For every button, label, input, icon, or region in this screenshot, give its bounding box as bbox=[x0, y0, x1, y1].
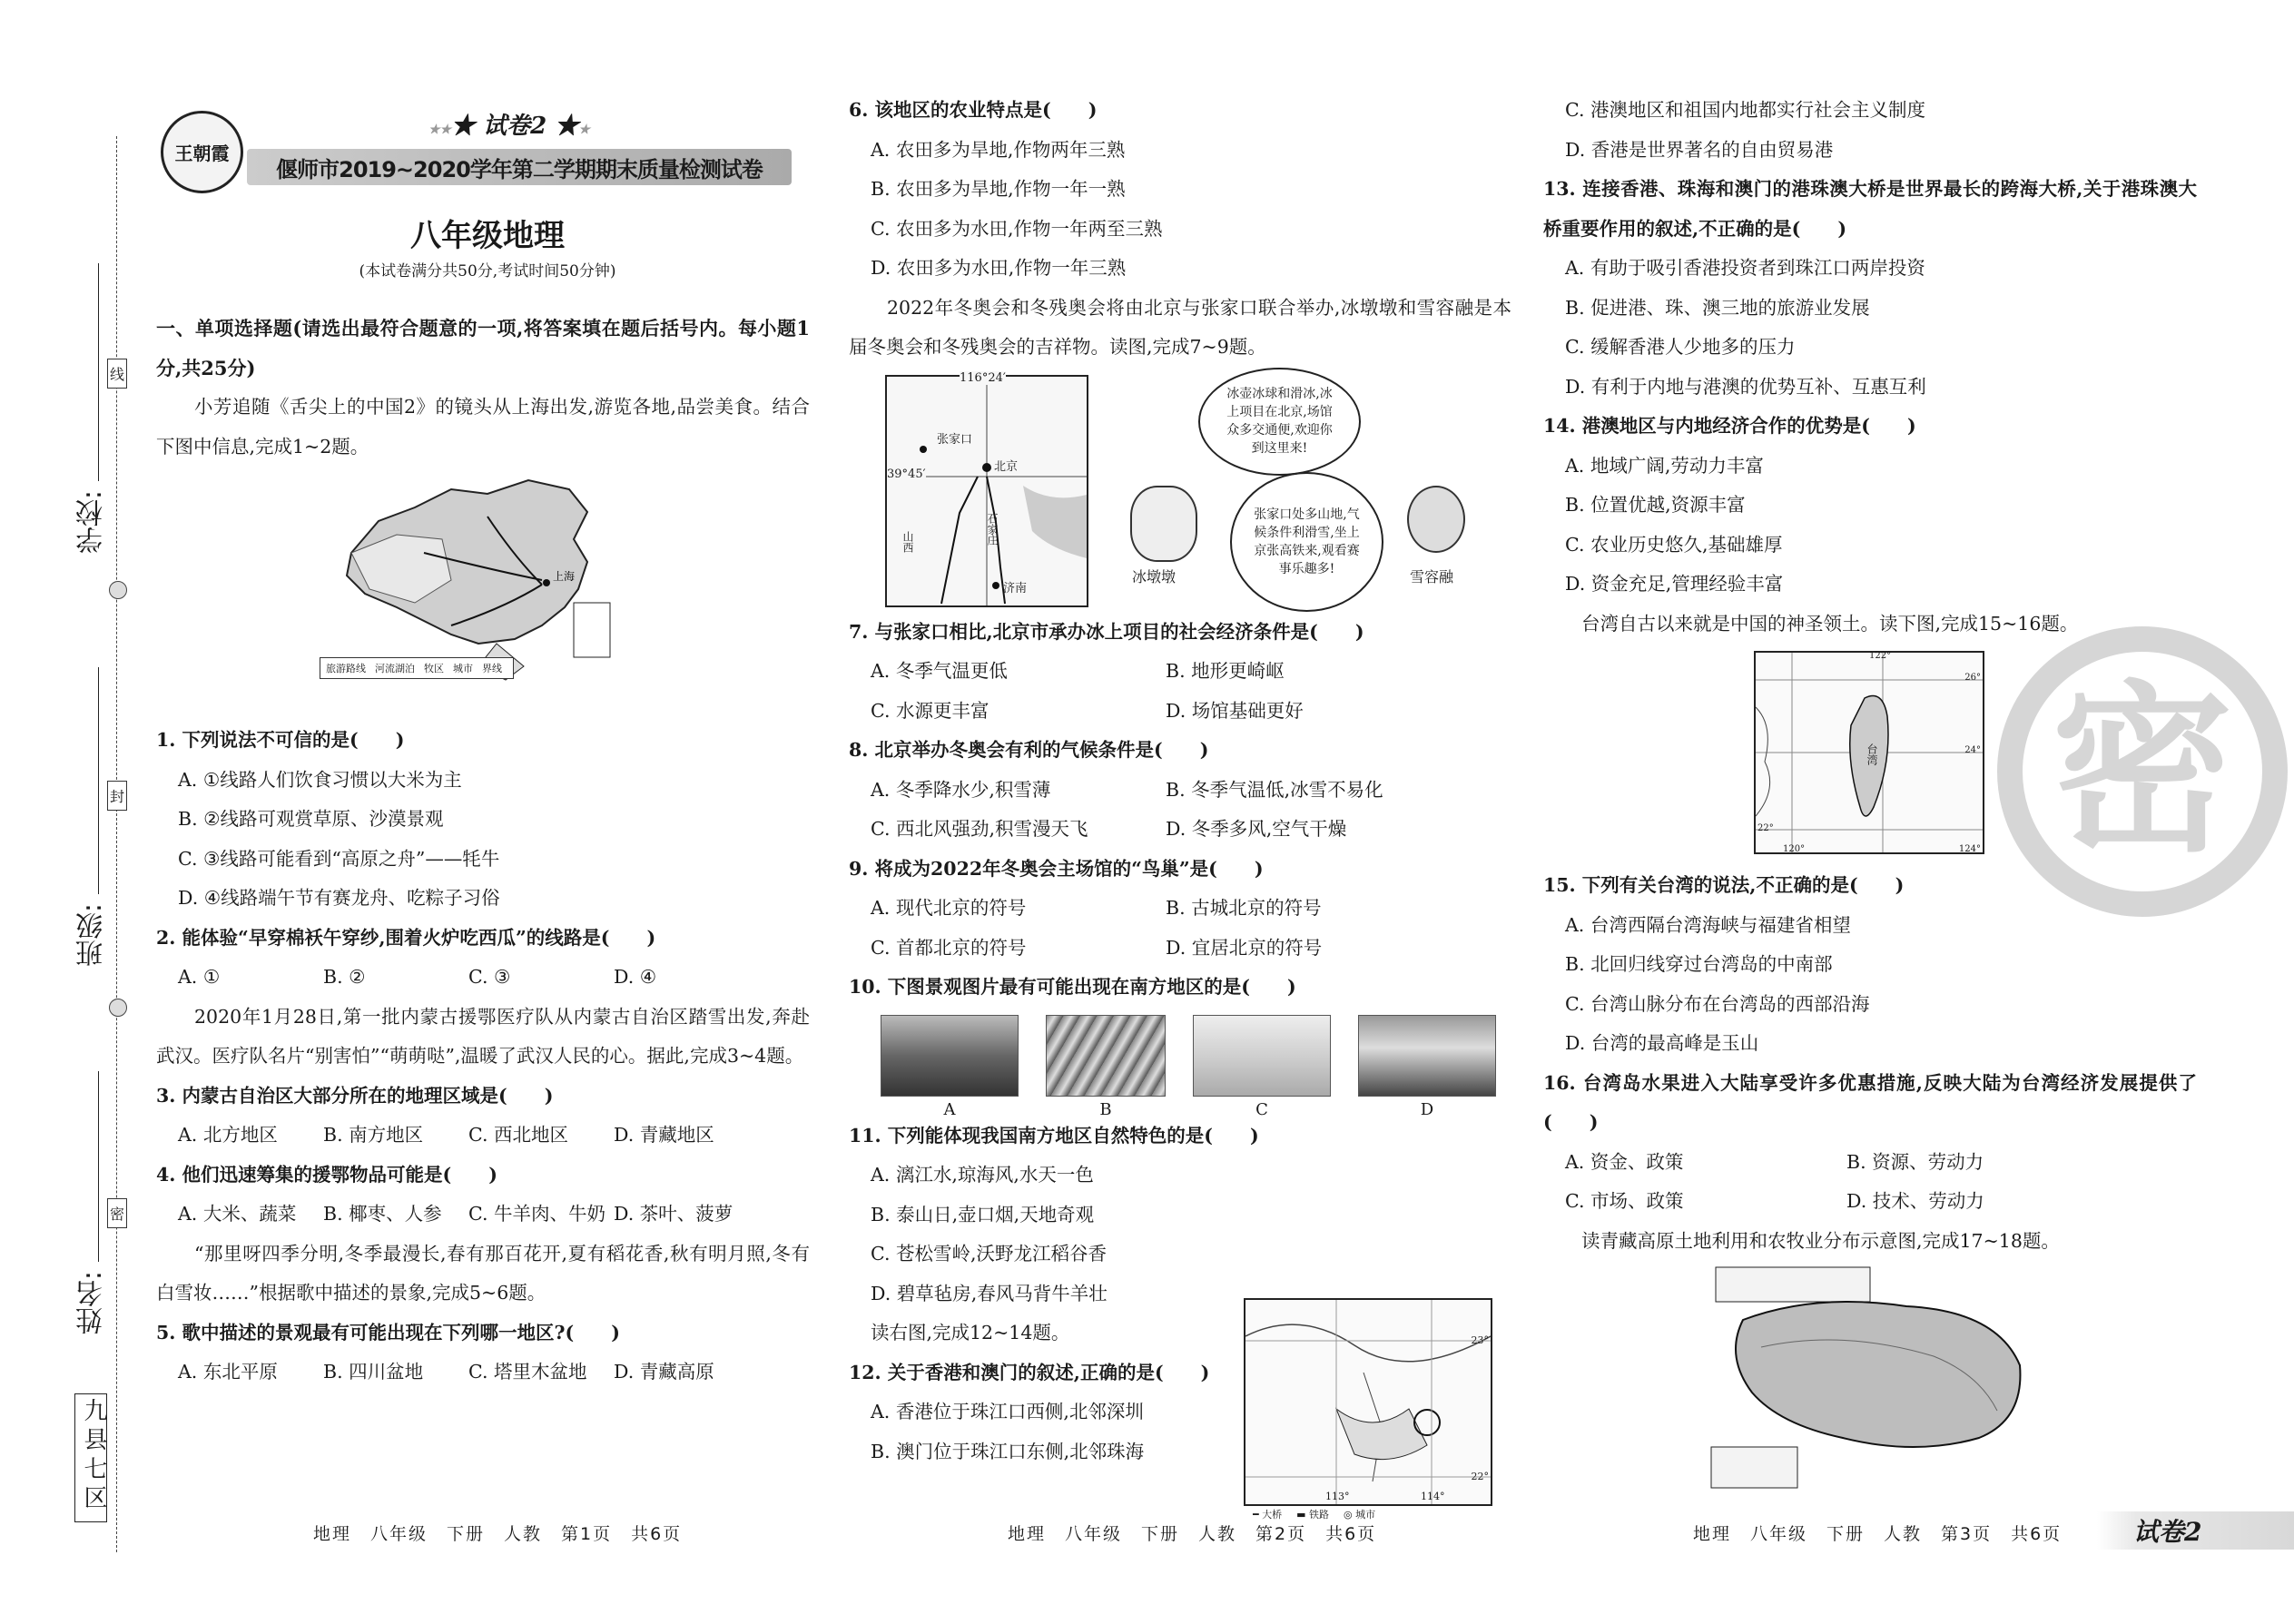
footer-page-3: 地理 八年级 下册 人教 第3页 共6页 bbox=[1693, 1524, 2063, 1544]
q12-option[interactable]: C. 港澳地区和祖国内地都实行社会主义制度 bbox=[1565, 99, 1925, 121]
tibet-map-svg bbox=[1707, 1265, 2033, 1492]
mark-line: 线 bbox=[107, 359, 127, 389]
q4-option[interactable]: B. 椰枣、人参 bbox=[323, 1203, 442, 1225]
class-field[interactable] bbox=[98, 667, 99, 894]
school-label: 学校: bbox=[76, 490, 108, 555]
map2-lat: 23° bbox=[1471, 1334, 1489, 1346]
map-place: 石家庄 bbox=[986, 512, 999, 546]
q6-option[interactable]: B. 农田多为旱地,作物一年一熟 bbox=[871, 178, 1126, 200]
question-7: 7. 与张家口相比,北京市承办冰上项目的社会经济条件是( ) bbox=[849, 620, 1364, 643]
tw-place: 台湾 bbox=[1866, 743, 1878, 765]
q8-option[interactable]: C. 西北风强劲,积雪漫天飞 bbox=[871, 818, 1088, 840]
q14-option[interactable]: A. 地域广阔,劳动力丰富 bbox=[1565, 454, 1764, 477]
speech-bubble-2: 张家口处多山地,气候条件利滑雪,坐上京张高铁来,观看赛事乐趣多! bbox=[1230, 472, 1383, 612]
q4-option[interactable]: D. 茶叶、菠萝 bbox=[614, 1203, 733, 1225]
q16-option[interactable]: D. 技术、劳动力 bbox=[1846, 1190, 1984, 1212]
q1-option[interactable]: C. ③线路可能看到“高原之舟”——牦牛 bbox=[178, 847, 500, 870]
subject-title: 八年级地理 bbox=[410, 218, 565, 254]
q9-option[interactable]: C. 首都北京的符号 bbox=[871, 936, 1027, 959]
q7-option[interactable]: C. 水源更丰富 bbox=[871, 699, 989, 722]
tw-coord: 122° bbox=[1869, 651, 1892, 661]
section-heading: 一、单项选择题(请选出最符合题意的一项,将答案填在题后括号内。每小题1分,共25分) bbox=[156, 317, 810, 379]
intro-12-14: 读右图,完成12~14题。 bbox=[871, 1322, 1070, 1343]
map-lon-label: 116°24′ bbox=[960, 370, 1006, 385]
south-sea-inset bbox=[574, 603, 610, 657]
q5-option[interactable]: A. 东北平原 bbox=[178, 1361, 278, 1383]
landscape-photo-b[interactable] bbox=[1046, 1015, 1166, 1097]
q12-option[interactable]: B. 澳门位于珠江口东侧,北邻珠海 bbox=[871, 1440, 1145, 1462]
tw-coord: 24° bbox=[1964, 745, 1981, 755]
q1-option[interactable]: B. ②线路可观赏草原、沙漠景观 bbox=[178, 808, 444, 830]
q12-option[interactable]: A. 香港位于珠江口西侧,北邻深圳 bbox=[871, 1401, 1144, 1422]
question-14: 14. 港澳地区与内地经济合作的优势是( ) bbox=[1543, 415, 1916, 437]
q9-option[interactable]: B. 古城北京的符号 bbox=[1166, 897, 1322, 919]
q6-option[interactable]: C. 农田多为水田,作物一年两至三熟 bbox=[871, 217, 1163, 240]
q11-option[interactable]: A. 漓江水,琼海风,水天一色 bbox=[871, 1164, 1094, 1186]
photo-label: D bbox=[1420, 1099, 1434, 1119]
landscape-photo-c[interactable] bbox=[1193, 1015, 1331, 1097]
series-label: ★★★ 试卷2 ★★ bbox=[428, 113, 590, 140]
star-icon: ★★ bbox=[428, 123, 452, 137]
question-16: 16. 台湾岛水果进入大陆享受许多优惠措施,反映大陆为台湾经济发展提供了( ) bbox=[1543, 1071, 2197, 1133]
question-6: 6. 该地区的农业特点是( ) bbox=[849, 99, 1098, 121]
q8-options bbox=[849, 771, 1511, 811]
q15-option[interactable]: B. 北回归线穿过台湾岛的中南部 bbox=[1565, 953, 1833, 975]
district-label: 九县七区 bbox=[80, 1398, 107, 1514]
q11-option[interactable]: B. 泰山日,壶口烟,天地奇观 bbox=[871, 1203, 1095, 1225]
star-icon: ★ bbox=[578, 123, 590, 137]
seal-text: 密 bbox=[2051, 665, 2233, 877]
footer-page-2: 地理 八年级 下册 人教 第2页 共6页 bbox=[1008, 1524, 1377, 1544]
pearl-river-svg bbox=[1245, 1300, 1491, 1504]
map2-legend bbox=[1253, 1507, 1375, 1521]
photo-label: A bbox=[943, 1099, 956, 1119]
q7-options bbox=[849, 652, 1511, 692]
map-lat-label: 39°45′ bbox=[887, 467, 926, 481]
intro-7-9: 2022年冬奥会和冬残奥会将由北京与张家口联合举办,冰墩墩和雪容融是本届冬奥会和冬残奥会的吉祥物。读图,完成7~9题。 bbox=[849, 296, 1511, 358]
page-badge bbox=[2097, 1511, 2294, 1550]
question-5: 5. 歌中描述的景观最有可能出现在下列哪一地区?( ) bbox=[156, 1321, 620, 1343]
name-label: 姓名: bbox=[76, 1271, 108, 1335]
q11-option[interactable]: D. 碧草毡房,春风马背牛羊壮 bbox=[871, 1282, 1108, 1304]
q1-option[interactable]: A. ①线路人们饮食习惯以大米为主 bbox=[178, 768, 462, 791]
tw-coord: 22° bbox=[1757, 823, 1774, 833]
map2-lon: 113° bbox=[1325, 1491, 1350, 1502]
beijing-map-svg bbox=[887, 377, 1087, 605]
q16-option[interactable]: C. 市场、政策 bbox=[1565, 1190, 1684, 1212]
q9-options bbox=[849, 889, 1511, 929]
tw-coord: 124° bbox=[1958, 844, 1981, 854]
q8-option[interactable]: B. 冬季气温低,冰雪不易化 bbox=[1166, 778, 1383, 801]
landscape-photo-d[interactable] bbox=[1358, 1015, 1496, 1097]
exam-title-bar bbox=[247, 149, 792, 185]
binding-margin bbox=[0, 0, 150, 1624]
legend-item: 牧区 bbox=[424, 663, 444, 674]
brand-logo bbox=[161, 111, 243, 193]
legend-item: 旅游路线 bbox=[326, 663, 366, 674]
q3-option[interactable]: B. 南方地区 bbox=[323, 1124, 424, 1146]
exam-title: 偃师市2019~2020学年第二学期期末质量检测试卷 bbox=[276, 156, 763, 182]
q3-option[interactable]: C. 西北地区 bbox=[468, 1124, 568, 1146]
q8-option[interactable]: A. 冬季降水少,积雪薄 bbox=[871, 778, 1051, 801]
map2-lon: 114° bbox=[1421, 1491, 1445, 1502]
q2-option[interactable]: A. ① bbox=[178, 966, 221, 988]
map-place: 北京 bbox=[994, 459, 1019, 474]
q13-option[interactable]: B. 促进港、珠、澳三地的旅游业发展 bbox=[1565, 296, 1870, 319]
q5-option[interactable]: C. 塔里木盆地 bbox=[468, 1361, 587, 1383]
question-2: 2. 能体验“早穿棉袄午穿纱,围着火炉吃西瓜”的线路是( ) bbox=[156, 926, 656, 949]
q1-option[interactable]: D. ④线路端午节有赛龙舟、吃粽子习俗 bbox=[178, 887, 500, 909]
mascot-bingdwendwen bbox=[1130, 486, 1197, 562]
q15-option[interactable]: C. 台湾山脉分布在台湾岛的西部沿海 bbox=[1565, 992, 1870, 1015]
question-4: 4. 他们迅速筹集的援鄂物品可能是( ) bbox=[156, 1163, 497, 1186]
binding-line bbox=[116, 136, 117, 1552]
header bbox=[156, 102, 819, 301]
question-13: 13. 连接香港、珠海和澳门的港珠澳大桥是世界最长的跨海大桥,关于港珠澳大桥重要作用的叙述,不正确的是( ) bbox=[1543, 178, 2197, 240]
photo-label: B bbox=[1099, 1099, 1112, 1119]
map-place: 济南 bbox=[1003, 581, 1028, 595]
question-11: 11. 下列能体现我国南方地区自然特色的是( ) bbox=[849, 1124, 1259, 1147]
question-15: 15. 下列有关台湾的说法,不正确的是( ) bbox=[1543, 874, 1905, 896]
q5-option[interactable]: D. 青藏高原 bbox=[614, 1361, 714, 1383]
mark-seal: 封 bbox=[107, 781, 127, 811]
q7-option[interactable]: D. 场馆基础更好 bbox=[1166, 699, 1304, 722]
q9-option[interactable]: A. 现代北京的符号 bbox=[871, 897, 1027, 919]
q16-option[interactable]: B. 资源、劳动力 bbox=[1846, 1150, 1984, 1173]
q2-option[interactable]: D. ④ bbox=[614, 966, 657, 988]
binding-hole bbox=[109, 999, 127, 1017]
brand-name: 王朝霞 bbox=[174, 143, 230, 164]
q4-option[interactable]: C. 牛羊肉、牛奶 bbox=[468, 1203, 605, 1225]
q9-option[interactable]: D. 宜居北京的符号 bbox=[1166, 936, 1323, 959]
q8-option[interactable]: D. 冬季多风,空气干燥 bbox=[1166, 818, 1347, 840]
landscape-photo-a[interactable] bbox=[881, 1015, 1019, 1097]
question-10: 10. 下图景观图片最有可能出现在南方地区的是( ) bbox=[849, 976, 1296, 998]
district-box bbox=[74, 1393, 107, 1522]
seal-watermark bbox=[1997, 626, 2288, 917]
olympics-figure bbox=[849, 368, 1511, 613]
mark-secret: 密 bbox=[107, 1198, 127, 1228]
q9-options bbox=[849, 929, 1511, 969]
map-place: 山西 bbox=[901, 530, 914, 553]
q15-option[interactable]: A. 台湾西隔台湾海峡与福建省相望 bbox=[1565, 913, 1851, 936]
badge-text: 试卷2 bbox=[2133, 1517, 2202, 1547]
map-city-label: 上海 bbox=[553, 570, 576, 583]
legend-item: 界线 bbox=[482, 663, 502, 674]
q13-option[interactable]: D. 有利于内地与港澳的优势互补、互惠互利 bbox=[1565, 375, 1926, 398]
q12-option[interactable]: D. 香港是世界著名的自由贸易港 bbox=[1565, 138, 1834, 161]
class-label: 班级: bbox=[76, 903, 108, 968]
q14-option[interactable]: B. 位置优越,资源丰富 bbox=[1565, 494, 1746, 516]
tw-coord: 120° bbox=[1783, 844, 1806, 854]
q15-option[interactable]: D. 台湾的最高峰是玉山 bbox=[1565, 1032, 1759, 1054]
legend-item: 河流湖泊 bbox=[375, 663, 415, 674]
intro-17-18: 读青藏高原土地利用和农牧业分布示意图,完成17~18题。 bbox=[1581, 1229, 2060, 1252]
q2-option[interactable]: B. ② bbox=[323, 966, 366, 988]
china-map-svg bbox=[315, 471, 624, 716]
q5-options bbox=[156, 1353, 810, 1393]
q4-option[interactable]: A. 大米、蔬菜 bbox=[178, 1203, 297, 1225]
speech-bubble-1: 冰壶冰球和滑冰,冰上项目在北京,场馆众多交通便,欢迎你到这里来! bbox=[1198, 368, 1361, 476]
q14-option[interactable]: D. 资金充足,管理经验丰富 bbox=[1565, 573, 1784, 595]
column-2 bbox=[849, 91, 1511, 1521]
name-field[interactable] bbox=[98, 1071, 99, 1262]
exam-note: (本试卷满分共50分,考试时间50分钟) bbox=[359, 262, 616, 281]
intro-3-4: 2020年1月28日,第一批内蒙古援鄂医疗队从内蒙古自治区踏雪出发,奔赴武汉。医疗队名片“别害怕”“萌萌哒”,温暖了武汉人民的心。据此,完成3~4题。 bbox=[156, 1005, 810, 1067]
legend-item: ━ 大桥 bbox=[1253, 1509, 1283, 1521]
mascot-1-label: 冰墩墩 bbox=[1132, 567, 1177, 586]
question-9: 9. 将成为2022年冬奥会主场馆的“鸟巢”是( ) bbox=[849, 857, 1264, 880]
school-field[interactable] bbox=[98, 263, 99, 481]
question-3: 3. 内蒙古自治区大部分所在的地理区域是( ) bbox=[156, 1084, 554, 1107]
beijing-map bbox=[885, 370, 1088, 607]
taiwan-map bbox=[1754, 651, 1984, 854]
q4-options bbox=[156, 1195, 810, 1235]
q13-option[interactable]: A. 有助于吸引香港投资者到珠江口两岸投资 bbox=[1565, 257, 1925, 279]
mascot-2-label: 雪容融 bbox=[1410, 567, 1454, 586]
q16-option[interactable]: A. 资金、政策 bbox=[1565, 1150, 1684, 1173]
pearl-river-map bbox=[1244, 1298, 1492, 1506]
question-12: 12. 关于香港和澳门的叙述,正确的是( ) bbox=[849, 1361, 1210, 1383]
mascot-shueyrhonrhon bbox=[1407, 486, 1465, 553]
shanghai-point bbox=[543, 579, 550, 586]
legend-item: ▬ 铁路 bbox=[1296, 1509, 1330, 1521]
map2-lat: 22° bbox=[1471, 1471, 1489, 1482]
q14-option[interactable]: C. 农业历史悠久,基础雄厚 bbox=[1565, 533, 1783, 556]
question-8: 8. 北京举办冬奥会有利的气候条件是( ) bbox=[849, 739, 1209, 761]
q7-options bbox=[849, 692, 1511, 732]
footer-page-1: 地理 八年级 下册 人教 第1页 共6页 bbox=[313, 1524, 683, 1544]
tibet-map bbox=[1543, 1261, 2197, 1497]
map-place: 张家口 bbox=[937, 432, 973, 447]
q6-option[interactable]: A. 农田多为旱地,作物两年三熟 bbox=[871, 138, 1126, 161]
tw-coord: 26° bbox=[1964, 673, 1981, 683]
q7-option[interactable]: A. 冬季气温更低 bbox=[871, 660, 1008, 682]
q13-option[interactable]: C. 缓解香港人少地多的压力 bbox=[1565, 336, 1796, 358]
china-route-map bbox=[156, 467, 810, 721]
q8-options bbox=[849, 810, 1511, 850]
q2-option[interactable]: C. ③ bbox=[468, 966, 511, 988]
map-legend bbox=[320, 657, 514, 679]
q16-options bbox=[1543, 1182, 2197, 1222]
intro-15-16: 台湾自古以来就是中国的神圣领土。读下图,完成15~16题。 bbox=[1581, 612, 2079, 635]
intro-5-6: “那里呀四季分明,冬季最漫长,春有那百花开,夏有稻花香,秋有明月照,冬有白雪妆……”根据歌中描述的景象,完成5~6题。 bbox=[156, 1242, 810, 1304]
q2-options bbox=[156, 958, 810, 998]
legend-item: ◎ 城市 bbox=[1344, 1509, 1376, 1521]
photo-label: C bbox=[1255, 1099, 1268, 1119]
q16-options bbox=[1543, 1143, 2197, 1183]
column-1 bbox=[156, 309, 810, 1393]
landscape-photos bbox=[849, 1008, 1511, 1117]
q3-options bbox=[156, 1116, 810, 1156]
q3-option[interactable]: A. 北方地区 bbox=[178, 1124, 278, 1146]
q7-option[interactable]: B. 地形更崎岖 bbox=[1166, 660, 1285, 682]
intro-1-2: 小芳追随《舌尖上的中国2》的镜头从上海出发,游览各地,品尝美食。结合下图中信息,完成1~2题。 bbox=[156, 396, 810, 458]
question-1: 1. 下列说法不可信的是( ) bbox=[156, 729, 405, 751]
q5-option[interactable]: B. 四川盆地 bbox=[323, 1361, 424, 1383]
q6-option[interactable]: D. 农田多为水田,作物一年三熟 bbox=[871, 257, 1127, 279]
binding-hole bbox=[109, 581, 127, 599]
q3-option[interactable]: D. 青藏地区 bbox=[614, 1124, 714, 1146]
legend-item: 城市 bbox=[453, 663, 473, 674]
q11-option[interactable]: C. 苍松雪岭,沃野龙江稻谷香 bbox=[871, 1243, 1108, 1265]
